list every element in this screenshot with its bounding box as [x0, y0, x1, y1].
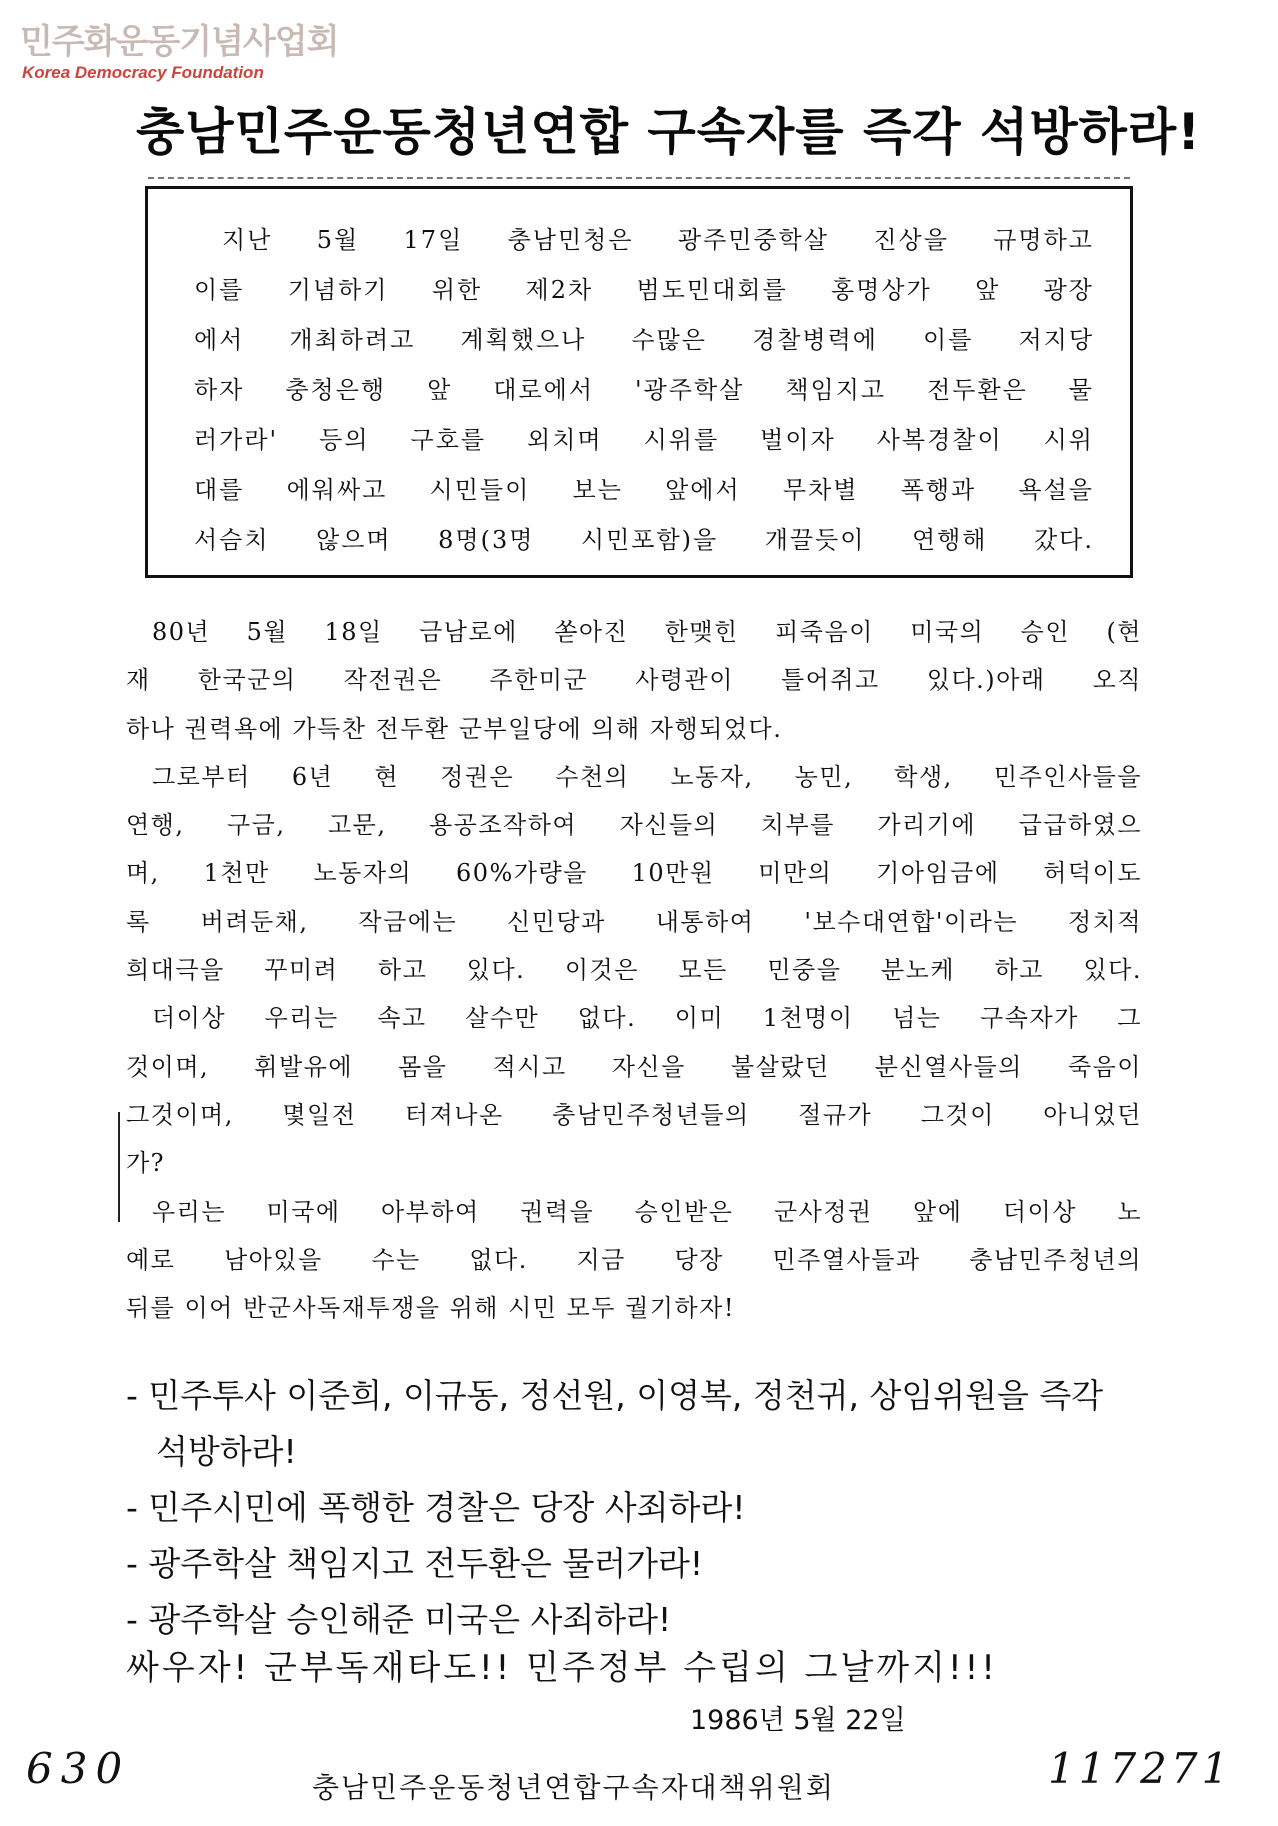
slogan-item: - 광주학살 책임지고 전두환은 물러가라! — [126, 1544, 704, 1583]
body-line: 것이며, 휘발유에 몸을 적시고 자신을 불살랐던 분신열사들의 죽음이 — [126, 1052, 1142, 1081]
summary-line: 서슴치 않으며 8명(3명 시민포함)을 개끌듯이 연행해 갔다. — [194, 526, 1094, 554]
box-top-dashed-line — [148, 177, 1130, 185]
body-line: 뒤를 이어 반군사독재투쟁을 위해 시민 모두 궐기하자! — [126, 1294, 735, 1323]
body-line: 연행, 구금, 고문, 용공조작하여 자신들의 치부를 가리기에 급급하였으 — [126, 811, 1142, 840]
body-line: 록 버려둔채, 작금에는 신민당과 내통하여 '보수대연합'이라는 정치적 — [126, 907, 1142, 936]
body-line: 며, 1천만 노동자의 60%가량을 10만원 미만의 기아임금에 허덕이도 — [126, 859, 1142, 888]
body-line: 더이상 우리는 속고 살수만 없다. 이미 1천명이 넘는 구속자가 그 — [152, 1004, 1142, 1033]
handwritten-number-left: 630 — [26, 1744, 131, 1793]
body-line: 그것이며, 몇일전 터져나온 충남민주청년들의 절규가 그것이 아니었던 — [126, 1100, 1142, 1129]
summary-line: 러가라' 등의 구호를 외치며 시위를 벌이자 사복경찰이 시위 — [194, 426, 1094, 454]
body-line: 가? — [126, 1149, 166, 1178]
body-line: 하나 권력욕에 가득찬 전두환 군부일당에 의해 자행되었다. — [126, 714, 783, 743]
body-line: 80년 5월 18일 금남로에 쏟아진 한맺힌 피죽음이 미국의 승인 (현 — [152, 618, 1142, 646]
summary-line: 지난 5월 17일 충남민청은 광주민중학살 진상을 규명하고 — [222, 226, 1094, 254]
watermark-korean: 민주화운동기념사업회 — [20, 22, 339, 62]
body-line: 그로부터 6년 현 정권은 수천의 노동자, 농민, 학생, 민주인사들을 — [152, 762, 1142, 791]
body-line: 예로 남아있을 수는 없다. 지금 당장 민주열사들과 충남민주청년의 — [126, 1245, 1142, 1274]
slogan-item: 석방하라! — [156, 1432, 297, 1471]
issuing-organization: 충남민주운동청년연합구속자대책위원회 — [312, 1771, 835, 1804]
watermark-english: Korea Democracy Foundation — [22, 63, 264, 82]
slogan-item: - 민주투사 이준희, 이규동, 정선원, 이영복, 정천귀, 상임위원을 즉각 — [126, 1376, 1104, 1415]
closing-slogan: 싸우자! 군부독재타도!! 민주정부 수립의 그날까지!!! — [126, 1648, 998, 1688]
body-line: 희대극을 꾸미려 하고 있다. 이것은 모든 민중을 분노케 하고 있다. — [126, 956, 1142, 985]
body-text — [126, 608, 1142, 1332]
summary-line: 대를 에워싸고 시민들이 보는 앞에서 무차별 폭행과 욕설을 — [194, 476, 1094, 504]
document-title: 충남민주운동청년연합 구속자를 즉각 석방하라! — [136, 103, 1202, 161]
summary-text — [194, 215, 1094, 565]
document-date: 1986년 5월 22일 — [690, 1705, 906, 1736]
summary-line: 하자 충청은행 앞 대로에서 '광주학살 책임지고 전두환은 물 — [194, 376, 1094, 404]
slogan-list — [126, 1368, 1146, 1648]
body-line: 우리는 미국에 아부하여 권력을 승인받은 군사정권 앞에 더이상 노 — [152, 1197, 1142, 1226]
summary-box — [145, 186, 1133, 578]
summary-line: 이를 기념하기 위한 제2차 범도민대회를 홍명상가 앞 광장 — [194, 276, 1094, 304]
summary-line: 에서 개최하려고 계획했으나 수많은 경찰병력에 이를 저지당 — [194, 326, 1094, 354]
margin-mark — [118, 1112, 120, 1222]
handwritten-number-right: 117271 — [1048, 1744, 1233, 1793]
body-line: 재 한국군의 작전권은 주한미군 사령관이 틀어쥐고 있다.)아래 오직 — [126, 666, 1142, 695]
slogan-item: - 광주학살 승인해준 미국은 사죄하라! — [126, 1600, 672, 1639]
slogan-item: - 민주시민에 폭행한 경찰은 당장 사죄하라! — [126, 1488, 746, 1527]
